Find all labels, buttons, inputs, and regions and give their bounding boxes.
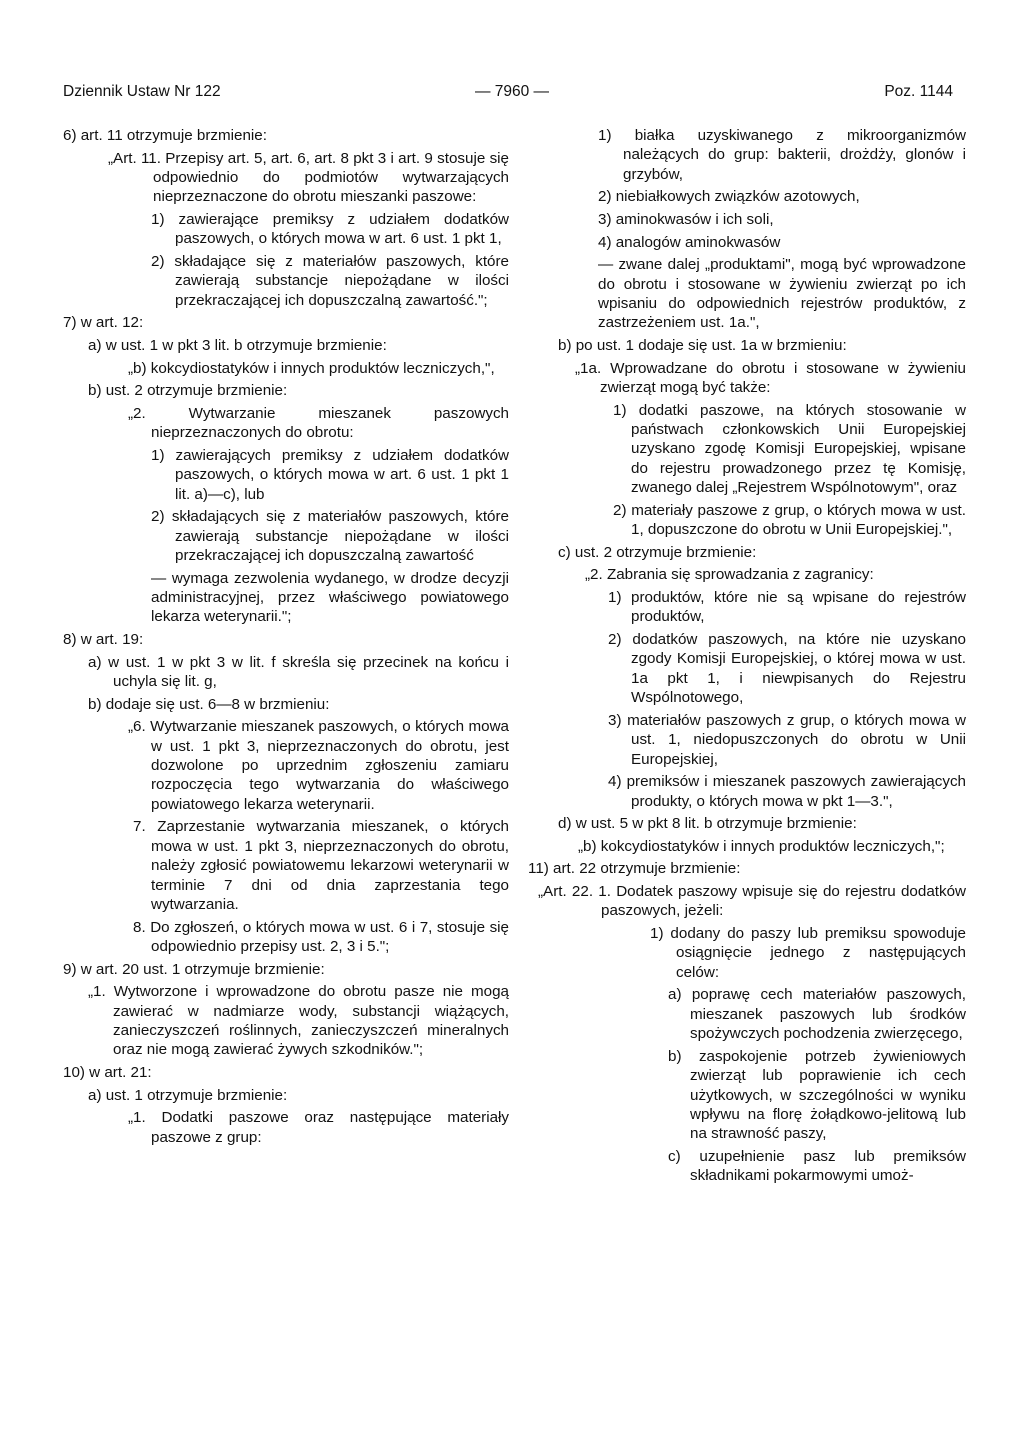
paragraph: 6) art. 11 otrzymuje brzmienie: [63,127,267,144]
paragraph: 4) premiksów i mieszanek paszowych zawierających produkty, o których mowa w pkt 1—3.", [608,773,966,810]
position-number: Poz. 1144 [884,83,953,100]
paragraph: b) zaspokojenie potrzeb żywieniowych zwierząt lub poprawienie ich cech użytkowych, w szczególności w wyniku wpływu na florę żołądkowo-jelitową lub na strawność paszy, [668,1047,966,1143]
paragraph: b) po ust. 1 dodaje się ust. 1a w brzmieniu: [558,337,847,354]
paragraph: „1. Wytworzone i wprowadzone do obrotu pasze nie mogą zawierać w nadmiarze wody, substancji wiążących, zanieczyszczeń roślinnych, zanieczyszczeń mineralnych oraz nie mogą zawierać żywych szkodników."; [88,983,509,1059]
paragraph: a) w ust. 1 w pkt 3 lit. b otrzymuje brzmienie: [88,337,387,354]
paragraph: 11) art. 22 otrzymuje brzmienie: [528,860,741,878]
paragraph: „2. Wytwarzanie mieszanek paszowych nieprzeznaczonych do obrotu: [128,404,509,442]
paragraph: 10) w art. 21: [63,1064,152,1082]
paragraph: 2) składających się z materiałów paszowych, które zawierają substancje niepożądane w ilości przekraczającej ich dopuszczalną zawartość [151,508,509,564]
paragraph: 1) zawierających premiksy z udziałem dodatków paszowych, o których mowa w art. 6 ust. 1 pkt 1 lit. a)—c), lub [151,446,509,503]
paragraph: 3) materiałów paszowych z grup, o których mowa w ust. 1, niedopuszczonych do obrotu w Unii Europejskiej, [608,711,966,768]
paragraph: 2) materiały paszowe z grup, o których mowa w ust. 1, dopuszczone do obrotu w Unii Europejskiej.", [613,501,966,539]
paragraph: b) ust. 2 otrzymuje brzmienie: [88,382,288,400]
paragraph: 8) w art. 19: [63,631,144,648]
paragraph: d) w ust. 5 w pkt 8 lit. b otrzymuje brzmienie: [558,815,857,833]
paragraph: a) ust. 1 otrzymuje brzmienie: [88,1086,288,1104]
right-column [528,126,966,1189]
paragraph: 1) białka uzyskiwanego z mikroorganizmów należących do grup: bakterii, drożdży, glonów i grzybów, [598,127,966,183]
paragraph: 2) składające się z materiałów paszowych, które zawierają substancje niepożądane w ilości przekraczającej ich dopuszczalną zawartość."; [151,253,509,309]
paragraph: 1) dodatki paszowe, na których stosowanie w państwach członkowskich Unii Europejskiej uzyskano zgodę Komisji Europejskiej, wpisane do rejestru prowadzonego przez tę Komisję, zwanego dalej „Rejestrem Wspólnotowym", oraz [613,401,966,497]
paragraph: 1) zawierające premiksy z udziałem dodatków paszowych, o których mowa w art. 6 ust. 1 pkt 1, [151,211,509,248]
paragraph: 9) w art. 20 ust. 1 otrzymuje brzmienie: [63,960,325,978]
paragraph: 3) aminokwasów i ich soli, [598,211,774,228]
journal-title: Dziennik Ustaw Nr 122 [63,83,221,100]
paragraph: „b) kokcydiostatyków i innych produktów leczniczych,", [128,359,495,377]
paragraph: „6. Wytwarzanie mieszanek paszowych, o których mowa w ust. 1 pkt 3, nieprzeznaczonych do obrotu, jest dozwolone po uprzednim zgłoszeniu zamiaru rozpoczęcia tego wytwarzania do właściwego powiatowego lekarza weterynarii. [128,718,509,813]
paragraph: „Art. 11. Przepisy art. 5, art. 6, art. 8 pkt 3 i art. 9 stosuje się odpowiednio do podmiotów wytwarzających nieprzeznaczone do obrotu mieszanki paszowe: [108,149,509,206]
paragraph: c) ust. 2 otrzymuje brzmienie: [558,543,757,561]
paragraph: 7. Zaprzestanie wytwarzania mieszanek, o których mowa w ust. 1 pkt 3, nieprzeznaczonych do obrotu, należy zgłosić powiatowemu lekarzowi weterynarii w terminie 7 dni od dnia zaprzestania tego wytwarzania. [133,818,509,914]
paragraph: „1. Dodatki paszowe oraz następujące materiały paszowe z grup: [128,1109,509,1146]
paragraph: 2) niebiałkowych związków azotowych, [598,188,860,206]
paragraph: 8. Do zgłoszeń, o których mowa w ust. 6 i 7, stosuje się odpowiednio przepisy ust. 2, 3 i 5."; [133,918,509,956]
paragraph: b) dodaje się ust. 6—8 w brzmieniu: [88,695,330,713]
paragraph: 2) dodatków paszowych, na które nie uzyskano zgody Komisji Europejskiej, o której mowa w ust. 1a pkt 1, i niewpisanych do Rejestru Wspólnotowego, [608,631,966,707]
paragraph: 1) produktów, które nie są wpisane do rejestrów produktów, [608,589,966,626]
paragraph: — wymaga zezwolenia wydanego, w drodze decyzji administracyjnej, przez właściwego powiatowego lekarza weterynarii."; [151,569,509,626]
paragraph: „b) kokcydiostatyków i innych produktów leczniczych,"; [578,837,945,855]
paragraph: „Art. 22. 1. Dodatek paszowy wpisuje się do rejestru dodatków paszowych, jeżeli: [538,883,966,920]
paragraph: a) poprawę cech materiałów paszowych, mieszanek paszowych lub środków spożywczych pochodzenia zwierzęcego, [668,986,966,1043]
paragraph: — zwane dalej „produktami", mogą być wprowadzone do obrotu i stosowane w żywieniu zwierząt po ich wpisaniu do odpowiednich rejestrów produktów, z zastrzeżeniem ust. 1a.", [598,256,966,332]
paragraph: 1) dodany do paszy lub premiksu spowoduje osiągnięcie jednego z następujących celów: [650,925,966,981]
left-column [63,126,509,1150]
page-number: — 7960 — [474,83,550,100]
paragraph: a) w ust. 1 w pkt 3 w lit. f skreśla się przecinek na końcu i uchyla się lit. g, [88,653,509,690]
paragraph: „1a. Wprowadzane do obrotu i stosowane w żywieniu zwierząt mogą być także: [575,359,966,396]
paragraph: 4) analogów aminokwasów [598,233,781,251]
paragraph: 7) w art. 12: [63,314,144,332]
paragraph: „2. Zabrania się sprowadzania z zagranicy: [585,566,874,584]
paragraph: c) uzupełnienie pasz lub premiksów składnikami pokarmowymi umoż- [668,1148,966,1185]
